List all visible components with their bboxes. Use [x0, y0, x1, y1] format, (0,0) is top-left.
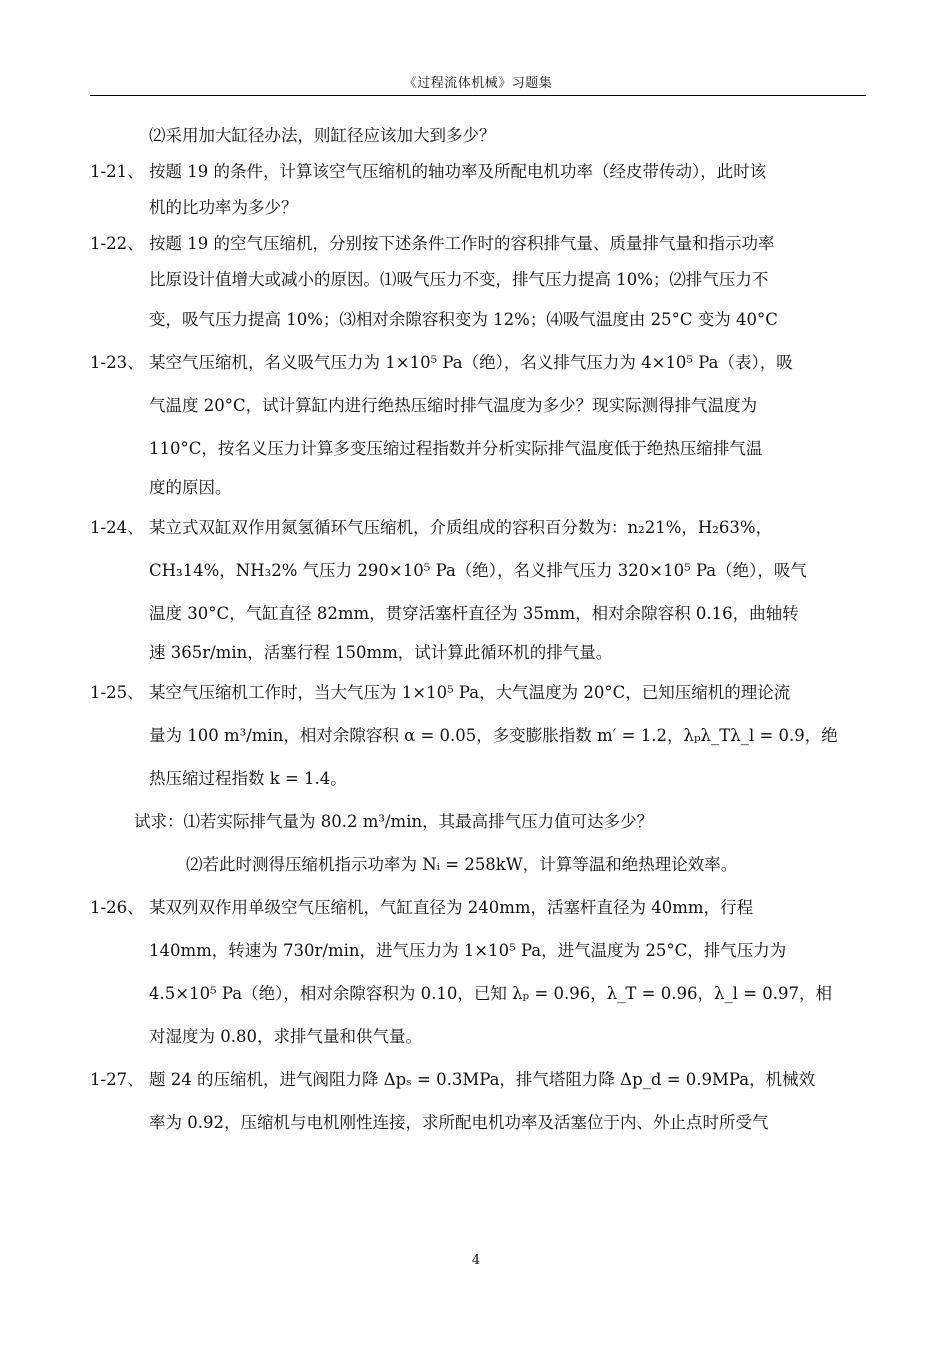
text-line	[90, 549, 866, 592]
text-line	[90, 972, 866, 1015]
line-text: 气温度 20°C，试计算缸内进行绝热压缩时排气温度为多少？现实际测得排气温度为	[149, 396, 758, 415]
text-line	[90, 635, 866, 671]
line-text: 变，吸气压力提高 10%；⑶相对余隙容积变为 12%；⑷吸气温度由 25°C 变为 40°C	[149, 310, 778, 329]
text-line	[90, 384, 866, 427]
text-line	[90, 262, 866, 298]
text-line	[90, 929, 866, 972]
line-text: 某立式双缸双作用氮氢循环气压缩机，介质组成的容积百分数为：n₂21%，H₂63%，	[149, 518, 773, 537]
line-text: 机的比功率为多少？	[149, 198, 298, 217]
line-text: 热压缩过程指数 k = 1.4。	[149, 769, 347, 788]
line-text: ⑵若此时测得压缩机指示功率为 Nᵢ = 258kW，计算等温和绝热理论效率。	[186, 855, 738, 874]
line-text: 题 24 的压缩机，进气阀阻力降 Δpₛ = 0.3MPa，排气塔阻力降 Δp_d = 0.9MPa，机械效	[149, 1070, 816, 1089]
text-line	[90, 1101, 866, 1144]
line-text: 4.5×10⁵ Pa（绝），相对余隙容积为 0.10，已知 λₚ = 0.96，λ_T = 0.96，λ_l = 0.97，相	[149, 984, 833, 1003]
line-text: 对湿度为 0.80，求排气量和供气量。	[149, 1027, 422, 1046]
line-text: 某双列双作用单级空气压缩机，气缸直径为 240mm，活塞杆直径为 40mm，行程	[149, 898, 754, 917]
text-line	[90, 1015, 866, 1058]
line-text: 某空气压缩机工作时，当大气压为 1×10⁵ Pa，大气温度为 20°C，已知压缩机的理论流	[149, 683, 791, 702]
line-text: 140mm，转速为 730r/min，进气压力为 1×10⁵ Pa，进气温度为 25°C，排气压力为	[149, 941, 787, 960]
text-line	[90, 714, 866, 757]
problem-number: 1-26、	[90, 898, 144, 917]
problem-number: 1-23、	[90, 353, 144, 372]
line-text: 率为 0.92，压缩机与电机刚性连接，求所配电机功率及活塞位于内、外止点时所受气	[149, 1113, 769, 1132]
text-line	[90, 843, 866, 886]
page-number: 4	[471, 1253, 481, 1268]
document-body	[90, 118, 866, 1144]
text-line	[90, 427, 866, 470]
line-text: 按题 19 的条件，计算该空气压缩机的轴功率及所配电机功率（经皮带传动），此时该	[149, 162, 767, 181]
line-text: 量为 100 m³/min，相对余隙容积 α = 0.05，多变膨胀指数 m′ = 1.2，λₚλ_Tλ_l = 0.9，绝	[149, 726, 838, 745]
text-line	[90, 118, 866, 154]
line-text: 试求：⑴若实际排气量为 80.2 m³/min，其最高排气压力值可达多少？	[134, 812, 654, 831]
problem-line	[90, 886, 866, 929]
text-line	[90, 800, 866, 843]
text-line	[90, 592, 866, 635]
problem-number: 1-21、	[90, 162, 144, 181]
problem-number: 1-22、	[90, 234, 144, 253]
problem-line	[90, 671, 866, 714]
line-text: 按题 19 的空气压缩机，分别按下述条件工作时的容积排气量、质量排气量和指示功率	[149, 234, 775, 253]
line-text: 度的原因。	[149, 478, 232, 497]
text-line	[90, 470, 866, 506]
line-text: 某空气压缩机，名义吸气压力为 1×10⁵ Pa（绝），名义排气压力为 4×10⁵ Pa（表），吸	[149, 353, 793, 372]
text-line	[90, 190, 866, 226]
page-header: 《过程流体机械》习题集	[90, 72, 866, 96]
line-text: ⑵采用加大缸径办法，则缸径应该加大到多少？	[149, 126, 496, 145]
problem-line	[90, 341, 866, 384]
problem-line	[90, 1058, 866, 1101]
problem-number: 1-24、	[90, 518, 144, 537]
line-text: 速 365r/min，活塞行程 150mm，试计算此循环机的排气量。	[149, 643, 613, 662]
text-line	[90, 757, 866, 800]
line-text: 比原设计值增大或减小的原因。⑴吸气压力不变，排气压力提高 10%；⑵排气压力不	[149, 270, 769, 289]
line-text: CH₃14%，NH₃2% 气压力 290×10⁵ Pa（绝），名义排气压力 320×10⁵ Pa（绝），吸气	[149, 561, 807, 580]
line-text: 温度 30°C，气缸直径 82mm，贯穿活塞杆直径为 35mm，相对余隙容积 0.16，曲轴转	[149, 604, 799, 623]
problem-line	[90, 226, 866, 262]
problem-number: 1-25、	[90, 683, 144, 702]
text-line	[90, 298, 866, 341]
line-text: 110°C，按名义压力计算多变压缩过程指数并分析实际排气温度低于绝热压缩排气温	[149, 439, 763, 458]
problem-line	[90, 154, 866, 190]
problem-line	[90, 506, 866, 549]
problem-number: 1-27、	[90, 1070, 144, 1089]
